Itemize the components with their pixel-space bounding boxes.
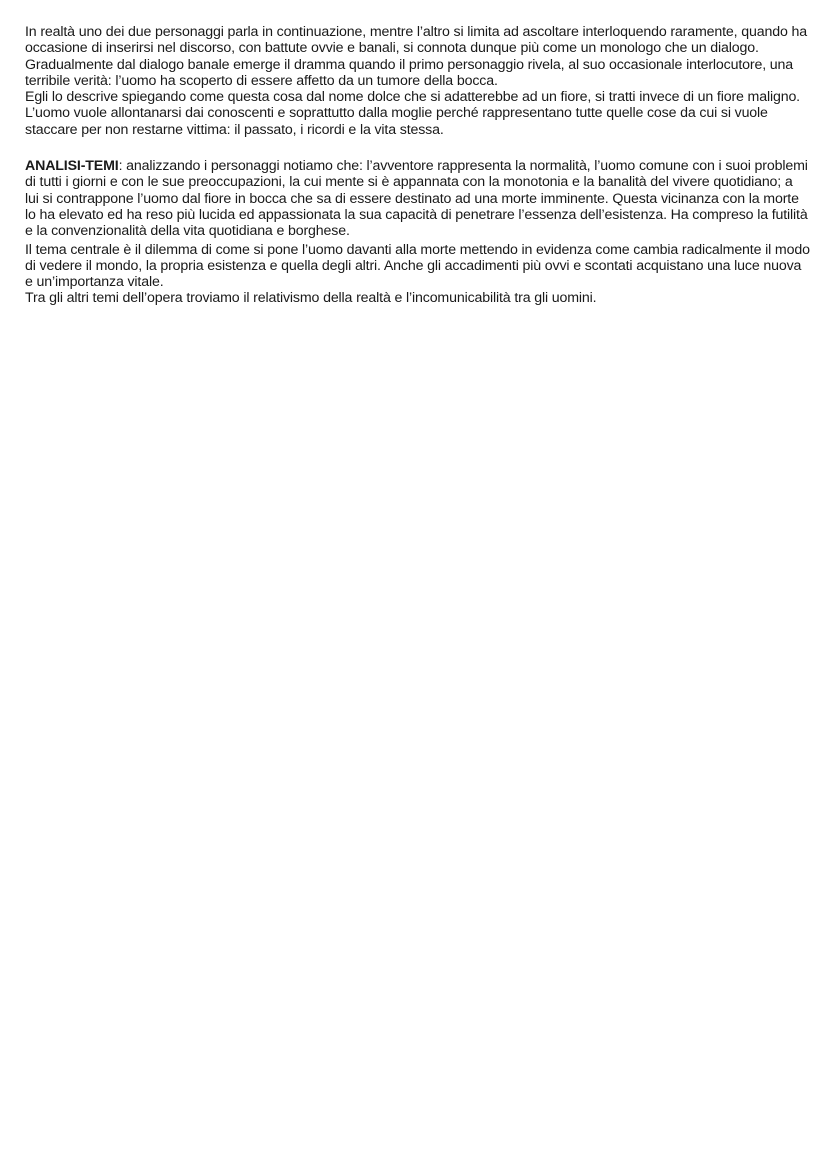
paragraph-detachment: L’uomo vuole allontanarsi dai conoscenti e soprattutto dalla moglie perché rappresentano tutte quelle cose da cui si vuole staccare per non restarne vittima: il passato, i ricordi e la vita stessa.	[25, 105, 768, 138]
analysis-text: : analizzando i personaggi notiamo che: l’avventore rappresenta la normalità, l’uomo comune con i suoi problemi di tutti i giorni e con le sue preoccupazioni, la cui mente si è appannata con la monotonia e la banalità del vivere quotidiano; a lui si contrappone l’uomo dal fiore in bocca che sa di essere destinato ad una morte imminente. Questa vicinanza con la morte lo ha elevato ed ha reso più lucida ed appassionata la sua capacità di penetrare l’essenza dell’esistenza. Ha compreso la futilità e la convenzionalità della vita quotidiana e borghese.	[25, 158, 808, 240]
paragraph-flower: Egli lo descrive spiegando come questa cosa dal nome dolce che si adatterebbe ad un fiore, si tratti invece di un fiore maligno.	[25, 89, 800, 106]
paragraph-central-theme: Il tema centrale è il dilemma di come si pone l’uomo davanti alla morte mettendo in evidenza come cambia radicalmente il modo di vedere il mondo, la propria esistenza e quella degli altri. Anche gli accadimenti più ovvi e scontati acquistano una luce nuova e un’importanza vitale.	[25, 241, 810, 291]
paragraph-other-themes: Tra gli altri temi dell’opera troviamo il relativismo della realtà e l’incomunicabilità tra gli uomini.	[25, 290, 597, 307]
document-page	[25, 24, 810, 307]
analysis-label: ANALISI-TEMI	[25, 158, 119, 175]
paragraph-analysis	[25, 158, 810, 239]
paragraph-drama: Gradualmente dal dialogo banale emerge il dramma quando il primo personaggio rivela, al suo occasionale interlocutore, una terribile verità: l’uomo ha scoperto di essere affetto da un tumore della bocca.	[25, 56, 793, 89]
paragraph-monologue: In realtà uno dei due personaggi parla in continuazione, mentre l’altro si limita ad ascoltare interloquendo raramente, quando ha occasione di inserirsi nel discorso, con battute ovvie e banali, si connota dunque più come un monologo che un dialogo.	[25, 24, 807, 57]
section-gap	[25, 138, 810, 158]
